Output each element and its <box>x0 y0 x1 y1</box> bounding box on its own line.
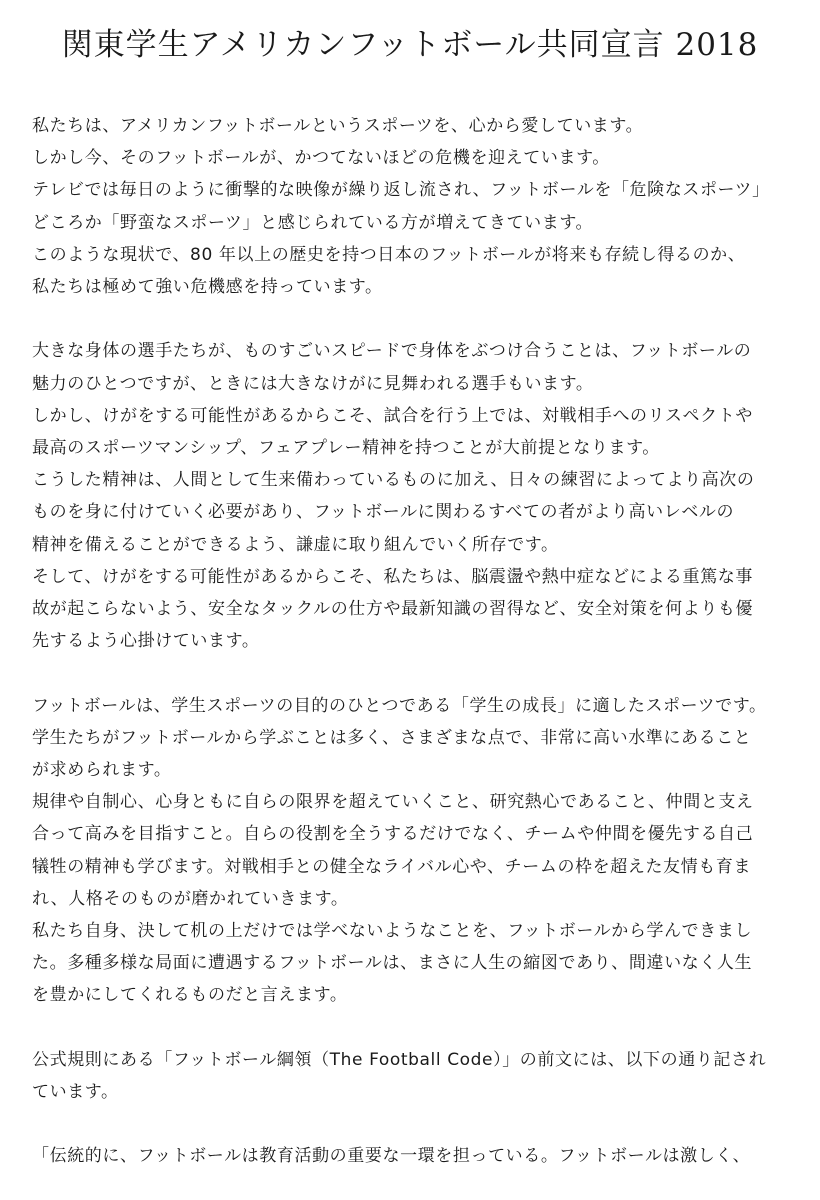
text-line: 私たちは、アメリカンフットボールというスポーツを、心から愛しています。 <box>32 116 644 136</box>
text-line: 「伝統的に、フットボールは教育活動の重要な一環を担っている。フットボールは激しく、 <box>32 1146 751 1167</box>
text-line: 犠牲の精神も学びます。対戦相手との健全なライバル心や、チームの枠を超えた友情も育ま <box>32 856 752 877</box>
text-line: 故が起こらないよう、安全なタックルの仕方や最新知識の習得など、安全対策を何よりも優 <box>32 599 754 620</box>
text-line: 規律や自制心、心身ともに自らの限界を超えていくこと、研究熱心であること、仲間と支え <box>32 792 754 813</box>
text-line: フットボールは、学生スポーツの目的のひとつである「学生の成長」に適したスポーツです。 <box>32 695 767 716</box>
text-line: 先するよう心掛けています。 <box>32 631 260 652</box>
text-line: 公式規則にある「フットボール綱領（The Football Code）」の前文には、以下の通り記され <box>32 1049 767 1070</box>
document-body <box>32 110 802 1200</box>
text-line: しかし今、そのフットボールが、かつてないほどの危機を迎えています。 <box>32 148 610 169</box>
paragraph <box>32 1140 802 1172</box>
text-line: 精神を備えることができるよう、謙虚に取り組んでいく所存です。 <box>32 534 559 555</box>
text-line: 大きな身体の選手たちが、ものすごいスピードで身体をぶつけ合うことは、フットボールの <box>32 341 752 362</box>
paragraph <box>32 690 802 1012</box>
paragraph <box>32 335 802 657</box>
text-line: どころか「野蛮なスポーツ」と感じられている方が増えてきています。 <box>32 212 594 233</box>
text-line: を豊かにしてくれるものだと言えます。 <box>32 985 348 1006</box>
text-line: ています。 <box>32 1082 119 1103</box>
text-line: 最高のスポーツマンシップ、フェアプレー精神を持つことが大前提となります。 <box>32 438 660 459</box>
text-line: このような現状で、80 年以上の歴史を持つ日本のフットボールが将来も存続し得るのか、 <box>32 244 746 265</box>
text-line: れ、人格そのものが磨かれていきます。 <box>32 888 349 909</box>
text-line: が求められます。 <box>32 760 172 781</box>
text-line: 合って高みを目指すこと。自らの役割を全うするだけでなく、チームや仲間を優先する自己 <box>32 824 754 845</box>
text-line: しかし、けがをする可能性があるからこそ、試合を行う上では、対戦相手へのリスペクトや <box>32 405 753 426</box>
text-line: テレビでは毎日のように衝撃的な映像が繰り返し流され、フットボールを「危険なスポーツ」 <box>32 180 770 201</box>
text-line: ものを身に付けていく必要があり、フットボールに関わるすべての者がより高いレベルの <box>32 502 735 523</box>
text-line: 学生たちがフットボールから学ぶことは多く、さまざまな点で、非常に高い水準にあること <box>32 727 752 748</box>
text-line: そして、けがをする可能性があるからこそ、私たちは、脳震盪や熱中症などによる重篤な事 <box>32 566 753 587</box>
text-line: 私たちは極めて強い危機感を持っています。 <box>32 277 383 298</box>
document-title: 関東学生アメリカンフットボール共同宣言 2018 <box>61 27 759 63</box>
paragraph <box>32 110 802 303</box>
text-line: 魅力のひとつですが、ときには大きなけがに見舞われる選手もいます。 <box>32 373 594 394</box>
text-line: 私たち自身、決して机の上だけでは学べないようなことを、フットボールから学んできまし <box>32 921 753 942</box>
text-line: こうした精神は、人間として生来備わっているものに加え、日々の練習によってより高次の <box>32 470 755 491</box>
paragraph <box>32 1044 802 1108</box>
text-line: た。多種多様な局面に遭遇するフットボールは、まさに人生の縮図であり、間違いなく人生 <box>32 953 753 974</box>
